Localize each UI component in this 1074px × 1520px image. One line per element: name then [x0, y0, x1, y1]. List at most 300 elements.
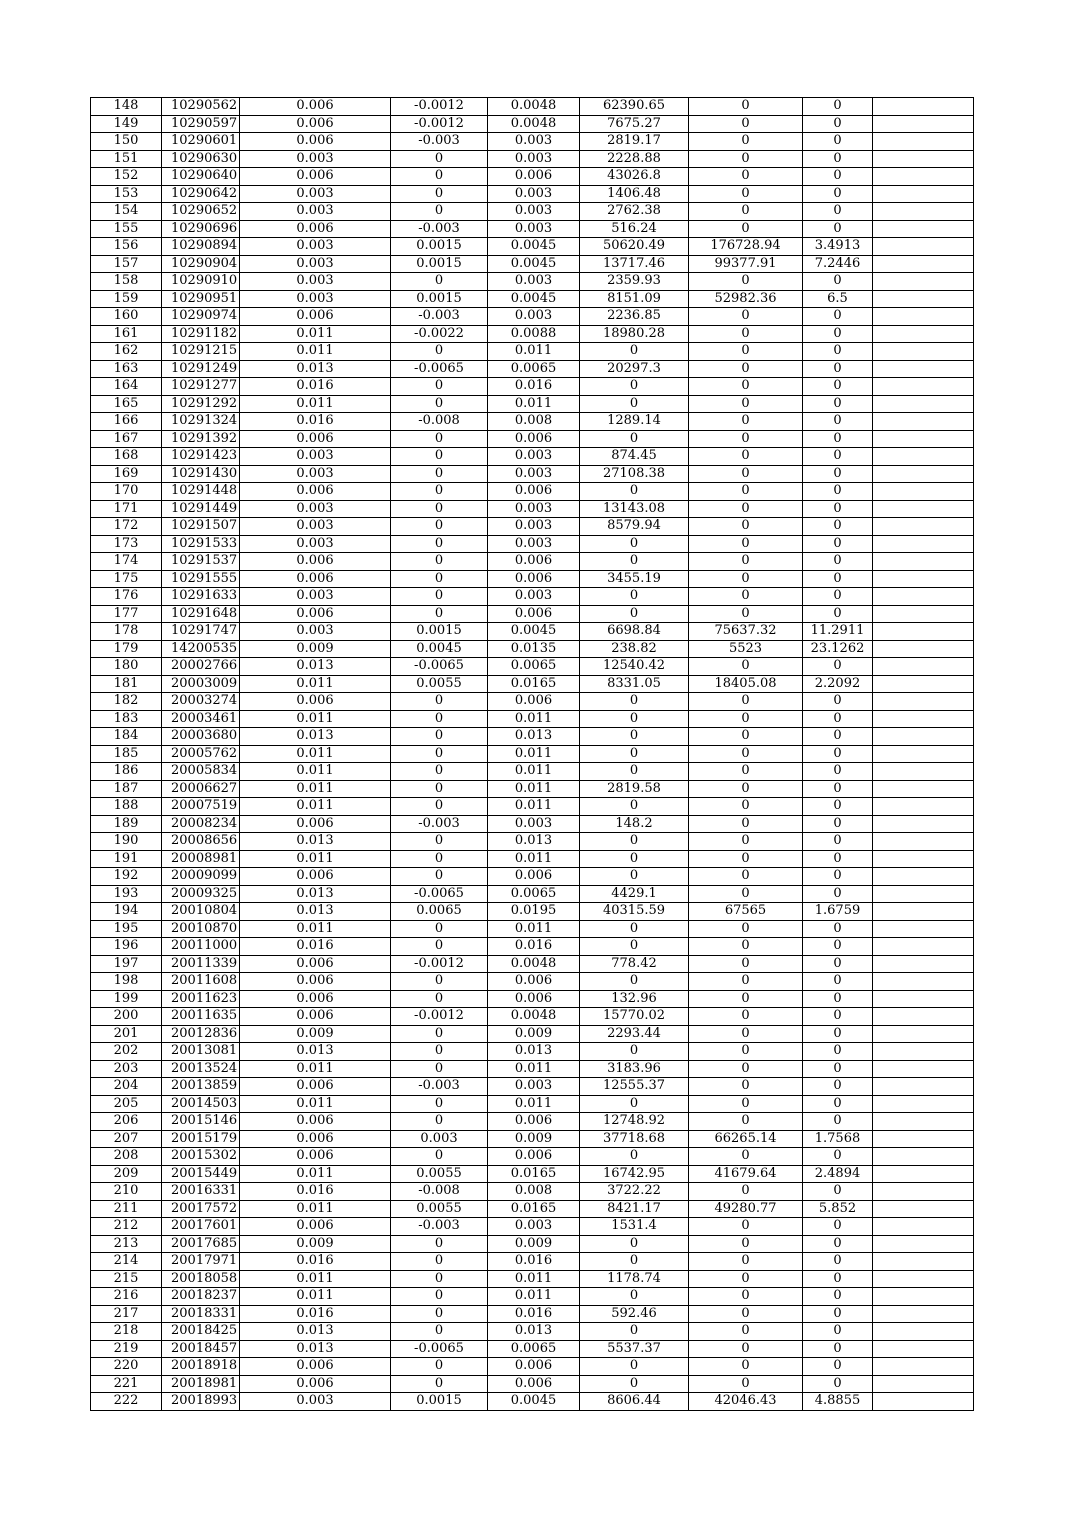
- adjustment-cell: 0: [391, 1323, 488, 1341]
- total-cell: 0.003: [488, 133, 580, 151]
- amount-cell: 2228.88: [580, 150, 689, 168]
- amount-cell: 0: [580, 1043, 689, 1061]
- table-row: [91, 220, 974, 238]
- id-cell: 20014503: [162, 1095, 240, 1113]
- amount-cell: 0: [580, 1358, 689, 1376]
- total-cell: 0.016: [488, 1253, 580, 1271]
- blank-cell: [873, 1008, 974, 1026]
- row-index-cell: 214: [91, 1253, 162, 1271]
- ratio-cell: 0: [803, 395, 873, 413]
- value-cell: 0.013: [240, 728, 391, 746]
- row-index-cell: 206: [91, 1113, 162, 1131]
- value-cell: 0.011: [240, 920, 391, 938]
- result-cell: 0: [689, 658, 803, 676]
- blank-cell: [873, 1323, 974, 1341]
- result-cell: 0: [689, 780, 803, 798]
- table-row: [91, 833, 974, 851]
- adjustment-cell: 0.0055: [391, 1165, 488, 1183]
- id-cell: 10291449: [162, 500, 240, 518]
- amount-cell: 15770.02: [580, 1008, 689, 1026]
- value-cell: 0.006: [240, 115, 391, 133]
- id-cell: 10290894: [162, 238, 240, 256]
- adjustment-cell: -0.003: [391, 1078, 488, 1096]
- value-cell: 0.011: [240, 1200, 391, 1218]
- table-row: [91, 378, 974, 396]
- row-index-cell: 201: [91, 1025, 162, 1043]
- id-cell: 20015179: [162, 1130, 240, 1148]
- adjustment-cell: 0.0055: [391, 1200, 488, 1218]
- total-cell: 0.003: [488, 1218, 580, 1236]
- table-row: [91, 273, 974, 291]
- adjustment-cell: 0: [391, 868, 488, 886]
- id-cell: 10291324: [162, 413, 240, 431]
- total-cell: 0.0045: [488, 290, 580, 308]
- ratio-cell: 0: [803, 815, 873, 833]
- amount-cell: 5537.37: [580, 1340, 689, 1358]
- id-cell: 10291182: [162, 325, 240, 343]
- row-index-cell: 192: [91, 868, 162, 886]
- amount-cell: 62390.65: [580, 98, 689, 116]
- amount-cell: 1531.4: [580, 1218, 689, 1236]
- ratio-cell: 23.1262: [803, 640, 873, 658]
- ratio-cell: 2.4894: [803, 1165, 873, 1183]
- blank-cell: [873, 325, 974, 343]
- adjustment-cell: 0: [391, 1060, 488, 1078]
- ratio-cell: 4.8855: [803, 1393, 873, 1411]
- total-cell: 0.013: [488, 833, 580, 851]
- total-cell: 0.0195: [488, 903, 580, 921]
- adjustment-cell: 0: [391, 850, 488, 868]
- value-cell: 0.013: [240, 885, 391, 903]
- ratio-cell: 0: [803, 728, 873, 746]
- row-index-cell: 182: [91, 693, 162, 711]
- id-cell: 20013081: [162, 1043, 240, 1061]
- value-cell: 0.006: [240, 605, 391, 623]
- table-row: [91, 360, 974, 378]
- adjustment-cell: 0: [391, 745, 488, 763]
- blank-cell: [873, 675, 974, 693]
- id-cell: 20009325: [162, 885, 240, 903]
- id-cell: 20003680: [162, 728, 240, 746]
- amount-cell: 0: [580, 728, 689, 746]
- blank-cell: [873, 1060, 974, 1078]
- id-cell: 10291648: [162, 605, 240, 623]
- value-cell: 0.013: [240, 1323, 391, 1341]
- row-index-cell: 180: [91, 658, 162, 676]
- blank-cell: [873, 1375, 974, 1393]
- adjustment-cell: 0: [391, 920, 488, 938]
- adjustment-cell: -0.003: [391, 815, 488, 833]
- amount-cell: 2762.38: [580, 203, 689, 221]
- table-row: [91, 903, 974, 921]
- ratio-cell: 0: [803, 763, 873, 781]
- total-cell: 0.003: [488, 465, 580, 483]
- id-cell: 10291249: [162, 360, 240, 378]
- id-cell: 20011000: [162, 938, 240, 956]
- ratio-cell: 3.4913: [803, 238, 873, 256]
- table-row: [91, 430, 974, 448]
- value-cell: 0.003: [240, 500, 391, 518]
- table-row: [91, 1008, 974, 1026]
- row-index-cell: 178: [91, 623, 162, 641]
- amount-cell: 0: [580, 973, 689, 991]
- result-cell: 0: [689, 150, 803, 168]
- row-index-cell: 151: [91, 150, 162, 168]
- total-cell: 0.011: [488, 920, 580, 938]
- ratio-cell: 0: [803, 920, 873, 938]
- amount-cell: 132.96: [580, 990, 689, 1008]
- total-cell: 0.011: [488, 850, 580, 868]
- total-cell: 0.011: [488, 395, 580, 413]
- total-cell: 0.0048: [488, 98, 580, 116]
- table-row: [91, 1130, 974, 1148]
- adjustment-cell: 0: [391, 938, 488, 956]
- value-cell: 0.003: [240, 238, 391, 256]
- id-cell: 20015302: [162, 1148, 240, 1166]
- amount-cell: 0: [580, 1235, 689, 1253]
- blank-cell: [873, 238, 974, 256]
- table-row: [91, 850, 974, 868]
- row-index-cell: 191: [91, 850, 162, 868]
- blank-cell: [873, 605, 974, 623]
- table-row: [91, 868, 974, 886]
- id-cell: 10290562: [162, 98, 240, 116]
- adjustment-cell: -0.008: [391, 1183, 488, 1201]
- blank-cell: [873, 728, 974, 746]
- row-index-cell: 194: [91, 903, 162, 921]
- blank-cell: [873, 763, 974, 781]
- adjustment-cell: 0: [391, 518, 488, 536]
- table-row: [91, 640, 974, 658]
- table-body: [91, 98, 974, 1411]
- row-index-cell: 152: [91, 168, 162, 186]
- result-cell: 0: [689, 1375, 803, 1393]
- result-cell: 0: [689, 413, 803, 431]
- row-index-cell: 175: [91, 570, 162, 588]
- blank-cell: [873, 500, 974, 518]
- amount-cell: 148.2: [580, 815, 689, 833]
- value-cell: 0.006: [240, 1130, 391, 1148]
- row-index-cell: 205: [91, 1095, 162, 1113]
- id-cell: 10291537: [162, 553, 240, 571]
- row-index-cell: 193: [91, 885, 162, 903]
- ratio-cell: 0: [803, 780, 873, 798]
- blank-cell: [873, 133, 974, 151]
- row-index-cell: 170: [91, 483, 162, 501]
- amount-cell: 13717.46: [580, 255, 689, 273]
- total-cell: 0.011: [488, 1060, 580, 1078]
- total-cell: 0.0048: [488, 1008, 580, 1026]
- table-row: [91, 955, 974, 973]
- amount-cell: 7675.27: [580, 115, 689, 133]
- adjustment-cell: 0: [391, 168, 488, 186]
- blank-cell: [873, 185, 974, 203]
- blank-cell: [873, 640, 974, 658]
- result-cell: 0: [689, 1148, 803, 1166]
- row-index-cell: 208: [91, 1148, 162, 1166]
- value-cell: 0.013: [240, 903, 391, 921]
- result-cell: 0: [689, 483, 803, 501]
- row-index-cell: 184: [91, 728, 162, 746]
- row-index-cell: 185: [91, 745, 162, 763]
- adjustment-cell: 0.0015: [391, 255, 488, 273]
- value-cell: 0.011: [240, 763, 391, 781]
- table-row: [91, 1253, 974, 1271]
- row-index-cell: 167: [91, 430, 162, 448]
- blank-cell: [873, 1200, 974, 1218]
- value-cell: 0.006: [240, 553, 391, 571]
- adjustment-cell: 0: [391, 273, 488, 291]
- amount-cell: 0: [580, 868, 689, 886]
- row-index-cell: 169: [91, 465, 162, 483]
- value-cell: 0.006: [240, 990, 391, 1008]
- blank-cell: [873, 623, 974, 641]
- ratio-cell: 0: [803, 1218, 873, 1236]
- adjustment-cell: -0.003: [391, 220, 488, 238]
- result-cell: 0: [689, 815, 803, 833]
- adjustment-cell: 0: [391, 395, 488, 413]
- table-row: [91, 798, 974, 816]
- value-cell: 0.016: [240, 1253, 391, 1271]
- row-index-cell: 154: [91, 203, 162, 221]
- total-cell: 0.006: [488, 973, 580, 991]
- blank-cell: [873, 1165, 974, 1183]
- amount-cell: 0: [580, 938, 689, 956]
- adjustment-cell: 0: [391, 973, 488, 991]
- row-index-cell: 209: [91, 1165, 162, 1183]
- value-cell: 0.003: [240, 203, 391, 221]
- ratio-cell: 0: [803, 710, 873, 728]
- adjustment-cell: -0.0065: [391, 885, 488, 903]
- ratio-cell: 0: [803, 570, 873, 588]
- row-index-cell: 176: [91, 588, 162, 606]
- blank-cell: [873, 1183, 974, 1201]
- total-cell: 0.011: [488, 763, 580, 781]
- result-cell: 0: [689, 1060, 803, 1078]
- total-cell: 0.011: [488, 745, 580, 763]
- result-cell: 0: [689, 1218, 803, 1236]
- table-row: [91, 395, 974, 413]
- table-row: [91, 1095, 974, 1113]
- result-cell: 0: [689, 1043, 803, 1061]
- adjustment-cell: 0: [391, 1375, 488, 1393]
- blank-cell: [873, 150, 974, 168]
- row-index-cell: 164: [91, 378, 162, 396]
- ratio-cell: 0: [803, 325, 873, 343]
- blank-cell: [873, 920, 974, 938]
- result-cell: 0: [689, 885, 803, 903]
- value-cell: 0.011: [240, 395, 391, 413]
- value-cell: 0.003: [240, 535, 391, 553]
- row-index-cell: 195: [91, 920, 162, 938]
- adjustment-cell: 0: [391, 1043, 488, 1061]
- result-cell: 49280.77: [689, 1200, 803, 1218]
- table-row: [91, 658, 974, 676]
- blank-cell: [873, 973, 974, 991]
- ratio-cell: 0: [803, 1008, 873, 1026]
- result-cell: 0: [689, 990, 803, 1008]
- id-cell: 10291507: [162, 518, 240, 536]
- value-cell: 0.003: [240, 1393, 391, 1411]
- adjustment-cell: -0.003: [391, 308, 488, 326]
- total-cell: 0.008: [488, 413, 580, 431]
- blank-cell: [873, 868, 974, 886]
- total-cell: 0.009: [488, 1235, 580, 1253]
- ratio-cell: 6.5: [803, 290, 873, 308]
- amount-cell: 1289.14: [580, 413, 689, 431]
- total-cell: 0.0048: [488, 955, 580, 973]
- adjustment-cell: 0.0015: [391, 1393, 488, 1411]
- total-cell: 0.003: [488, 150, 580, 168]
- blank-cell: [873, 203, 974, 221]
- table-row: [91, 570, 974, 588]
- amount-cell: 0: [580, 693, 689, 711]
- adjustment-cell: -0.0065: [391, 360, 488, 378]
- id-cell: 14200535: [162, 640, 240, 658]
- table-row: [91, 308, 974, 326]
- table-row: [91, 150, 974, 168]
- ratio-cell: 0: [803, 465, 873, 483]
- result-cell: 0: [689, 448, 803, 466]
- row-index-cell: 150: [91, 133, 162, 151]
- ratio-cell: 0: [803, 990, 873, 1008]
- amount-cell: 592.46: [580, 1305, 689, 1323]
- table-row: [91, 1393, 974, 1411]
- amount-cell: 0: [580, 1095, 689, 1113]
- id-cell: 10290601: [162, 133, 240, 151]
- amount-cell: 1178.74: [580, 1270, 689, 1288]
- table-row: [91, 710, 974, 728]
- amount-cell: 2819.58: [580, 780, 689, 798]
- table-row: [91, 1375, 974, 1393]
- result-cell: 0: [689, 553, 803, 571]
- amount-cell: 516.24: [580, 220, 689, 238]
- ratio-cell: 0: [803, 448, 873, 466]
- row-index-cell: 212: [91, 1218, 162, 1236]
- amount-cell: 27108.38: [580, 465, 689, 483]
- result-cell: 0: [689, 588, 803, 606]
- blank-cell: [873, 1025, 974, 1043]
- result-cell: 52982.36: [689, 290, 803, 308]
- id-cell: 20018457: [162, 1340, 240, 1358]
- value-cell: 0.011: [240, 710, 391, 728]
- adjustment-cell: 0: [391, 693, 488, 711]
- result-cell: 0: [689, 343, 803, 361]
- ratio-cell: 0: [803, 115, 873, 133]
- table-row: [91, 1113, 974, 1131]
- blank-cell: [873, 1358, 974, 1376]
- amount-cell: 0: [580, 850, 689, 868]
- result-cell: 0: [689, 360, 803, 378]
- adjustment-cell: 0: [391, 1288, 488, 1306]
- total-cell: 0.003: [488, 220, 580, 238]
- ratio-cell: 0: [803, 133, 873, 151]
- value-cell: 0.011: [240, 780, 391, 798]
- amount-cell: 0: [580, 1148, 689, 1166]
- ratio-cell: 0: [803, 1183, 873, 1201]
- row-index-cell: 179: [91, 640, 162, 658]
- row-index-cell: 188: [91, 798, 162, 816]
- result-cell: 0: [689, 203, 803, 221]
- ratio-cell: 0: [803, 483, 873, 501]
- blank-cell: [873, 518, 974, 536]
- table-row: [91, 693, 974, 711]
- row-index-cell: 159: [91, 290, 162, 308]
- row-index-cell: 186: [91, 763, 162, 781]
- total-cell: 0.0048: [488, 115, 580, 133]
- id-cell: 10291215: [162, 343, 240, 361]
- result-cell: 0: [689, 115, 803, 133]
- value-cell: 0.006: [240, 98, 391, 116]
- total-cell: 0.006: [488, 693, 580, 711]
- ratio-cell: 0: [803, 1095, 873, 1113]
- table-row: [91, 780, 974, 798]
- adjustment-cell: 0: [391, 763, 488, 781]
- amount-cell: 0: [580, 605, 689, 623]
- id-cell: 20008656: [162, 833, 240, 851]
- id-cell: 10290904: [162, 255, 240, 273]
- amount-cell: 3183.96: [580, 1060, 689, 1078]
- result-cell: 66265.14: [689, 1130, 803, 1148]
- blank-cell: [873, 745, 974, 763]
- blank-cell: [873, 798, 974, 816]
- id-cell: 10291555: [162, 570, 240, 588]
- id-cell: 20010804: [162, 903, 240, 921]
- blank-cell: [873, 553, 974, 571]
- result-cell: 0: [689, 1183, 803, 1201]
- adjustment-cell: 0: [391, 1305, 488, 1323]
- amount-cell: 8151.09: [580, 290, 689, 308]
- result-cell: 0: [689, 273, 803, 291]
- value-cell: 0.011: [240, 1060, 391, 1078]
- ratio-cell: 0: [803, 378, 873, 396]
- value-cell: 0.006: [240, 1358, 391, 1376]
- ratio-cell: 0: [803, 273, 873, 291]
- table-row: [91, 325, 974, 343]
- blank-cell: [873, 308, 974, 326]
- result-cell: 0: [689, 518, 803, 536]
- result-cell: 0: [689, 168, 803, 186]
- blank-cell: [873, 710, 974, 728]
- blank-cell: [873, 658, 974, 676]
- id-cell: 20018237: [162, 1288, 240, 1306]
- amount-cell: 0: [580, 430, 689, 448]
- result-cell: 18405.08: [689, 675, 803, 693]
- table-row: [91, 1060, 974, 1078]
- value-cell: 0.009: [240, 1235, 391, 1253]
- adjustment-cell: 0: [391, 1025, 488, 1043]
- ratio-cell: 0: [803, 430, 873, 448]
- id-cell: 20011339: [162, 955, 240, 973]
- adjustment-cell: 0: [391, 430, 488, 448]
- value-cell: 0.006: [240, 220, 391, 238]
- amount-cell: 12748.92: [580, 1113, 689, 1131]
- blank-cell: [873, 588, 974, 606]
- amount-cell: 874.45: [580, 448, 689, 466]
- amount-cell: 0: [580, 588, 689, 606]
- value-cell: 0.013: [240, 658, 391, 676]
- id-cell: 20017685: [162, 1235, 240, 1253]
- value-cell: 0.013: [240, 360, 391, 378]
- ratio-cell: 7.2446: [803, 255, 873, 273]
- total-cell: 0.003: [488, 308, 580, 326]
- result-cell: 0: [689, 430, 803, 448]
- total-cell: 0.0045: [488, 238, 580, 256]
- total-cell: 0.006: [488, 605, 580, 623]
- amount-cell: 0: [580, 710, 689, 728]
- amount-cell: 238.82: [580, 640, 689, 658]
- value-cell: 0.011: [240, 1165, 391, 1183]
